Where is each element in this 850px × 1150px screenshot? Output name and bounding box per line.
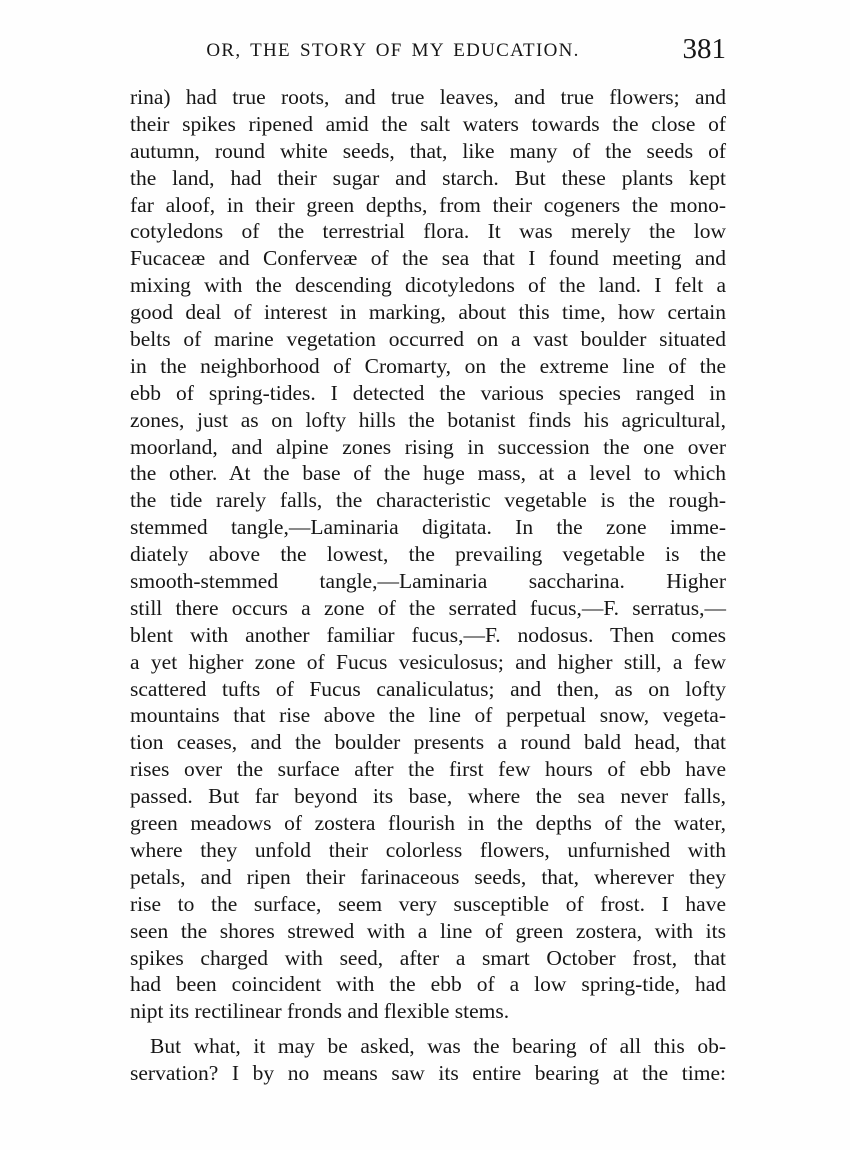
text-line: mixing with the descending dicotyledons of the land. I felt a (130, 273, 726, 298)
running-title: OR, THE STORY OF MY EDUCATION. (206, 40, 580, 61)
text-line: belts of marine vegetation occurred on a vast boulder situated (130, 327, 726, 352)
text-line: Fucaceæ and Conferveæ of the sea that I found meeting and (130, 246, 726, 271)
text-line: still there occurs a zone of the serrated fucus,—F. serratus,— (130, 595, 726, 620)
text-line: tion ceases, and the boulder presents a round bald head, that (130, 730, 726, 755)
text-line: the other. At the base of the huge mass, at a level to which (130, 461, 726, 486)
text-line: blent with another familiar fucus,—F. nodosus. Then comes (130, 622, 726, 647)
text-line: green meadows of zostera flourish in the depths of the water, (130, 811, 726, 836)
text-line: rise to the surface, seem very susceptible of frost. I have (130, 891, 726, 916)
text-line: in the neighborhood of Cromarty, on the extreme line of the (130, 353, 726, 378)
text-line: mountains that rise above the line of perpetual snow, vegeta- (130, 703, 726, 728)
text-line: smooth-stemmed tangle,—Laminaria saccharina. Higher (130, 569, 726, 594)
body-text (130, 84, 726, 1087)
text-line: rina) had true roots, and true leaves, and true flowers; and (130, 85, 726, 109)
paragraph-start-line: But what, it may be asked, was the bearing of all this ob- (150, 1034, 726, 1059)
text-line: stemmed tangle,—Laminaria digitata. In the zone imme- (130, 515, 726, 540)
text-line: petals, and ripen their farinaceous seeds, that, wherever they (130, 864, 726, 889)
text-line: spikes charged with seed, after a smart October frost, that (130, 945, 726, 970)
text-line: the land, had their sugar and starch. But these plants kept (130, 165, 726, 190)
text-line: seen the shores strewed with a line of green zostera, with its (130, 918, 726, 943)
text-line: zones, just as on lofty hills the botanist finds his agricultural, (130, 407, 726, 432)
running-header (130, 33, 726, 70)
text-line: the tide rarely falls, the characteristic vegetable is the rough- (130, 488, 726, 513)
text-line: where they unfold their colorless flowers, unfurnished with (130, 837, 726, 862)
text-line: had been coincident with the ebb of a low spring-tide, had (130, 972, 726, 997)
text-line: passed. But far beyond its base, where the sea never falls, (130, 784, 726, 809)
text-line: far aloof, in their green depths, from their cogeners the mono- (130, 192, 726, 217)
text-line: servation? I by no means saw its entire bearing at the time: (130, 1061, 726, 1086)
text-line: ebb of spring-tides. I detected the various species ranged in (130, 380, 726, 405)
text-line: good deal of interest in marking, about this time, how certain (130, 300, 726, 325)
text-line: autumn, round white seeds, that, like many of the seeds of (130, 138, 726, 163)
text-line: scattered tufts of Fucus canaliculatus; and then, as on lofty (130, 676, 726, 701)
text-line: a yet higher zone of Fucus vesiculosus; and higher still, a few (130, 649, 726, 674)
page-number: 381 (682, 33, 726, 65)
text-line: rises over the surface after the first few hours of ebb have (130, 757, 726, 782)
text-line: diately above the lowest, the prevailing vegetable is the (130, 542, 726, 567)
paragraph-end-line: nipt its rectilinear fronds and flexible stems. (130, 999, 510, 1024)
text-line: their spikes ripened amid the salt waters towards the close of (130, 111, 726, 136)
text-line: moorland, and alpine zones rising in succession the one over (130, 434, 726, 459)
text-line: cotyledons of the terrestrial flora. It was merely the low (130, 219, 726, 244)
